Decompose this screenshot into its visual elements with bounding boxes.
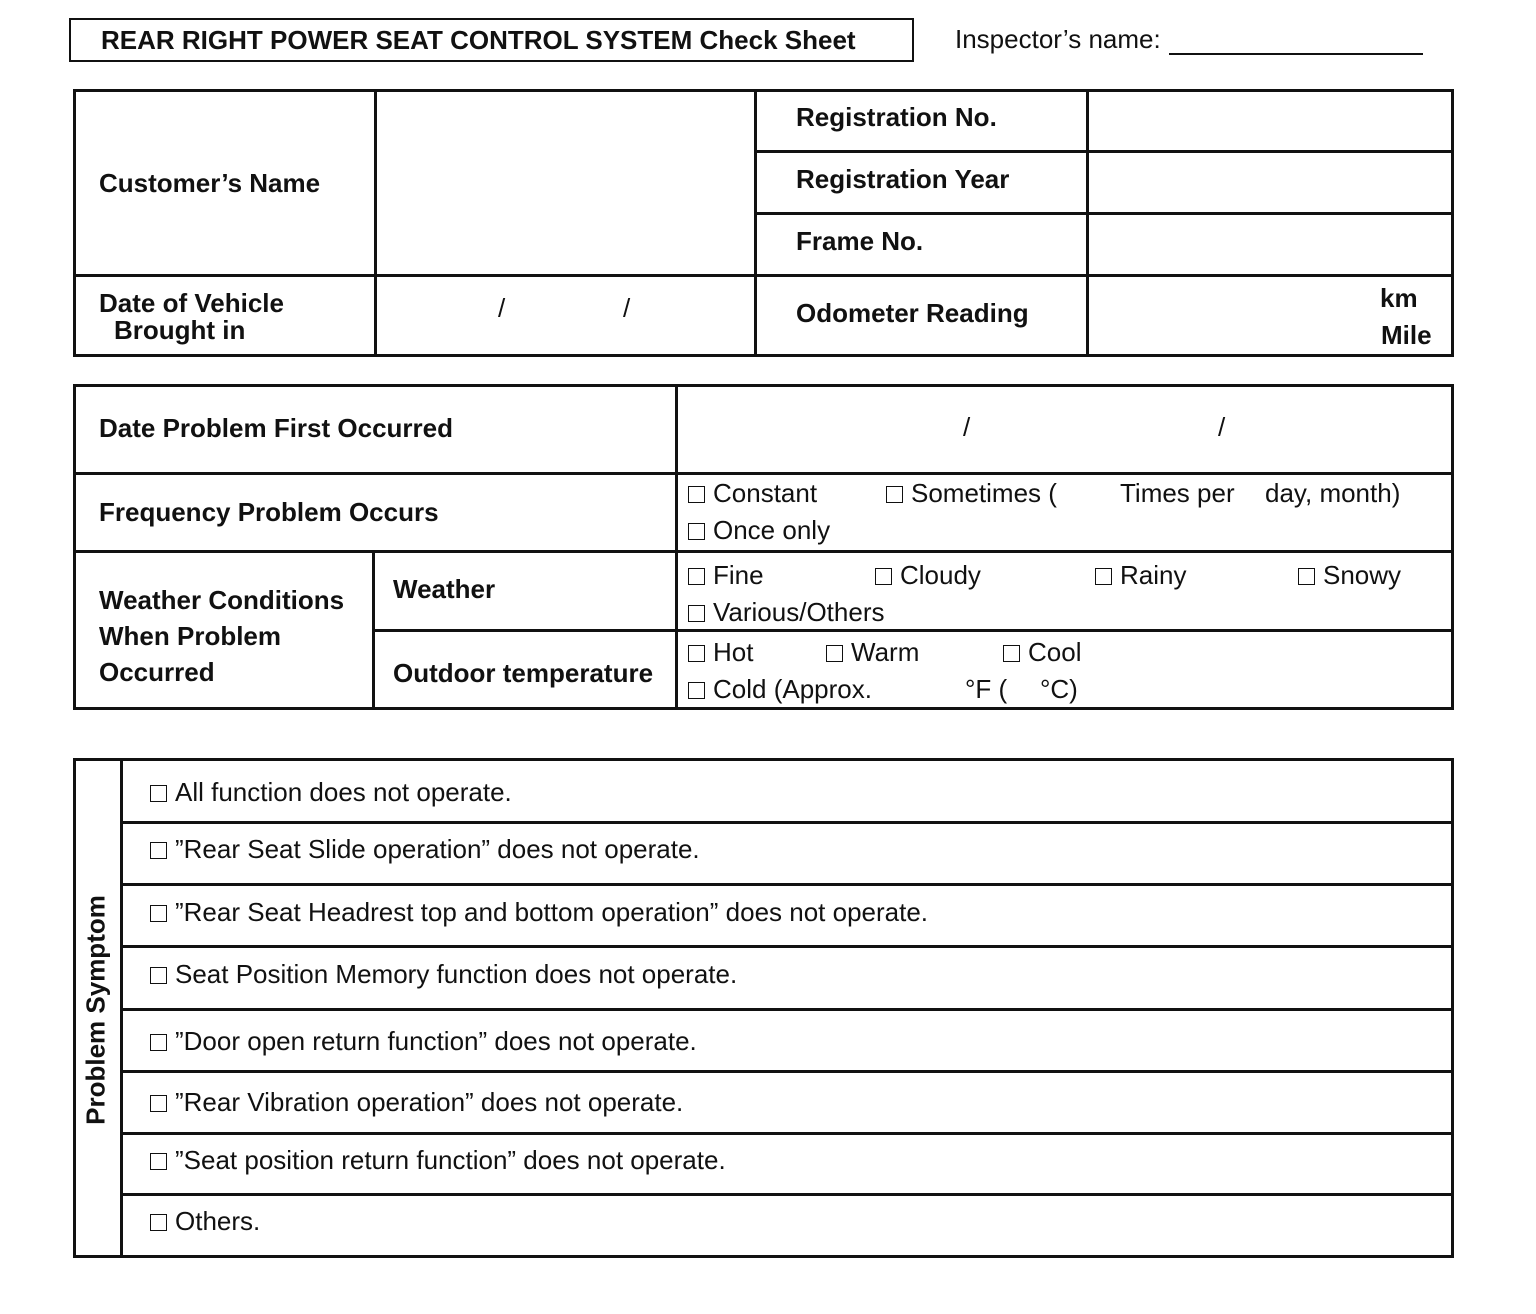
registration-no-label: Registration No. [796,102,997,132]
symptom-label: ”Seat position return function” does not operate. [175,1145,726,1175]
frame-no-input[interactable] [1090,216,1450,272]
symptom-label: Seat Position Memory function does not operate. [175,959,738,989]
weather-fine-label: Fine [713,560,764,590]
weather-snowy-label: Snowy [1323,560,1402,590]
inspector-name-label: Inspector’s name: [955,24,1161,54]
symptom-label: Others. [175,1206,261,1236]
frequency-sometimes-option[interactable] [886,478,1057,509]
customer-name-label: Customer’s Name [99,168,321,198]
symptom-checkbox[interactable] [150,967,167,984]
weather-group-label [99,582,344,690]
registration-year-input[interactable] [1090,154,1450,210]
symptom-all-function[interactable] [150,777,512,808]
symptom-checkbox[interactable] [150,1034,167,1051]
symptom-rear-seat-slide[interactable] [150,834,700,865]
temperature-option-cool[interactable] [1003,637,1081,668]
registration-year-label: Registration Year [796,164,1010,194]
frequency-sometimes-label: Sometimes ( [911,478,1057,508]
symptom-checkbox[interactable] [150,785,167,802]
weather-snowy-checkbox[interactable] [1298,568,1315,585]
frequency-sometimes-checkbox[interactable] [886,486,903,503]
temperature-cold-label: Cold (Approx. [713,674,872,704]
temperature-warm-checkbox[interactable] [826,645,843,662]
registration-no-input[interactable] [1090,92,1450,148]
weather-option-fine[interactable] [688,560,764,591]
weather-various-checkbox[interactable] [688,605,705,622]
symptom-headrest[interactable] [150,897,928,928]
outdoor-temperature-label: Outdoor temperature [393,658,654,688]
problem-symptom-label: Problem Symptom [80,895,111,1125]
symptom-label: ”Rear Seat Slide operation” does not operate. [175,834,700,864]
date-brought-in-label [99,288,284,346]
weather-group-label-line3: Occurred [99,657,215,687]
weather-cloudy-checkbox[interactable] [875,568,892,585]
weather-option-various[interactable] [688,597,884,628]
weather-option-cloudy[interactable] [875,560,981,591]
date-brought-in-label-line2: Brought in [114,315,246,346]
temperature-hot-checkbox[interactable] [688,645,705,662]
check-sheet-title: REAR RIGHT POWER SEAT CONTROL SYSTEM Check Sheet [69,18,914,62]
temperature-option-warm[interactable] [826,637,919,668]
frequency-times-per-label: Times per [1120,478,1235,508]
frequency-constant-option[interactable] [688,478,817,509]
temperature-option-cold[interactable] [688,674,872,705]
temperature-cool-label: Cool [1028,637,1082,667]
frequency-constant-label: Constant [713,478,818,508]
symptom-checkbox[interactable] [150,1153,167,1170]
temperature-option-hot[interactable] [688,637,753,668]
celsius-unit: °C) [1040,674,1078,704]
symptom-checkbox[interactable] [150,905,167,922]
symptom-checkbox[interactable] [150,1214,167,1231]
weather-fine-checkbox[interactable] [688,568,705,585]
odometer-label: Odometer Reading [796,298,1029,328]
date-brought-in-separator-1: / [498,293,506,323]
inspector-name-field [955,24,1423,55]
date-brought-in-label-line1: Date of Vehicle [99,288,284,318]
symptom-door-open-return[interactable] [150,1026,697,1057]
temperature-cool-checkbox[interactable] [1003,645,1020,662]
symptom-label: ”Door open return function” does not operate. [175,1026,697,1056]
symptom-label: All function does not operate. [175,777,512,807]
customer-name-input[interactable] [378,92,752,272]
temperature-hot-label: Hot [713,637,754,667]
symptom-others[interactable] [150,1206,260,1237]
weather-rainy-label: Rainy [1120,560,1187,590]
weather-various-label: Various/Others [713,597,885,627]
date-first-occurred-separator-2: / [1218,412,1226,442]
weather-option-snowy[interactable] [1298,560,1401,591]
frequency-label: Frequency Problem Occurs [99,497,439,527]
date-first-occurred-label: Date Problem First Occurred [99,413,453,443]
odometer-unit-mile: Mile [1381,320,1432,350]
weather-label: Weather [393,574,496,604]
frequency-day-month-label: day, month) [1265,478,1401,508]
symptom-rear-vibration[interactable] [150,1087,683,1118]
symptom-checkbox[interactable] [150,842,167,859]
date-first-occurred-separator-1: / [963,412,971,442]
symptom-label: ”Rear Vibration operation” does not operate. [175,1087,684,1117]
frequency-once-only-label: Once only [713,515,831,545]
weather-group-label-line1: Weather Conditions [99,585,345,615]
temperature-warm-label: Warm [851,637,920,667]
date-brought-in-separator-2: / [623,293,631,323]
weather-option-rainy[interactable] [1095,560,1186,591]
symptom-position-memory[interactable] [150,959,737,990]
weather-cloudy-label: Cloudy [900,560,981,590]
frequency-once-only-option[interactable] [688,515,830,546]
odometer-unit-km: km [1380,283,1418,313]
temperature-cold-checkbox[interactable] [688,682,705,699]
frequency-once-only-checkbox[interactable] [688,523,705,540]
symptom-checkbox[interactable] [150,1095,167,1112]
inspector-name-line[interactable] [1169,27,1423,55]
symptom-label: ”Rear Seat Headrest top and bottom operation” does not operate. [175,897,929,927]
odometer-input[interactable] [1090,278,1370,354]
symptom-seat-position-return[interactable] [150,1145,726,1176]
weather-group-label-line2: When Problem [99,621,282,651]
fahrenheit-unit: °F ( [965,674,1008,704]
frame-no-label: Frame No. [796,226,924,256]
frequency-constant-checkbox[interactable] [688,486,705,503]
weather-rainy-checkbox[interactable] [1095,568,1112,585]
